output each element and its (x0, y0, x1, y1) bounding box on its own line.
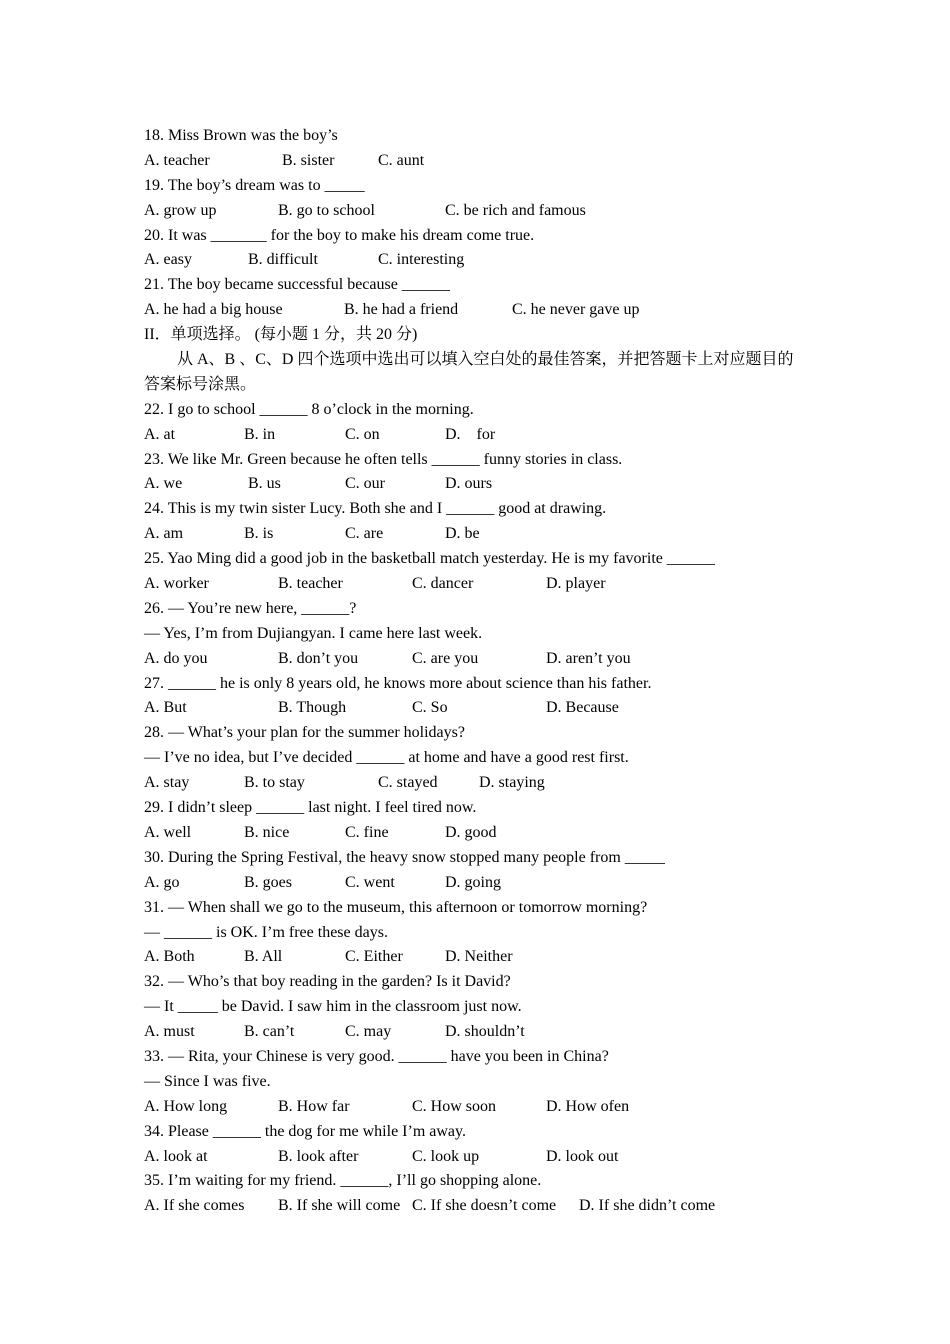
question-text: — I’ve no idea, but I’ve decided ______ at home and have a good rest first. (144, 749, 629, 767)
answer-option: C. Either (345, 948, 403, 966)
answer-options-row (144, 472, 824, 497)
answer-option: D. Because (546, 699, 619, 717)
answer-option: A. go (144, 873, 180, 891)
answer-options-row (144, 1194, 824, 1219)
answer-option: C. If she doesn’t come (412, 1197, 557, 1215)
question-text: 21. The boy became successful because ______ (144, 276, 450, 294)
question-text: 答案标号涂黑。 (144, 375, 257, 393)
answer-option: B. goes (244, 873, 292, 891)
answer-options-row (144, 647, 824, 672)
answer-option: C. dancer (412, 575, 474, 593)
question-text: 29. I didn’t sleep ______ last night. I feel tired now. (144, 799, 477, 817)
answer-option: D. be (445, 525, 480, 543)
answer-option: D. for (445, 425, 496, 443)
question-text: 24. This is my twin sister Lucy. Both she and I ______ good at drawing. (144, 500, 607, 518)
answer-option: B. is (244, 525, 274, 543)
answer-option: C. went (345, 873, 395, 891)
question-text: 19. The boy’s dream was to _____ (144, 176, 365, 194)
answer-option: D. aren’t you (546, 649, 631, 667)
answer-option: C. be rich and famous (445, 201, 586, 219)
question-text: 33. — Rita, your Chinese is very good. ______ have you been in China? (144, 1047, 609, 1065)
answer-option: B. look after (278, 1147, 359, 1165)
answer-options-row (144, 696, 824, 721)
question-text: 34. Please ______ the dog for me while I’m away. (144, 1122, 466, 1140)
answer-options-row (144, 298, 824, 323)
answer-option: A. do you (144, 649, 208, 667)
answer-option: D. If she didn’t come (579, 1197, 716, 1215)
question-text: — ______ is OK. I’m free these days. (144, 923, 388, 941)
answer-option: C. are you (412, 649, 479, 667)
answer-options-row (144, 423, 824, 448)
exam-content (144, 124, 824, 1219)
answer-option: C. he never gave up (512, 301, 640, 319)
answer-option: B. difficult (248, 251, 318, 269)
answer-option: D. look out (546, 1147, 619, 1165)
answer-options-row (144, 1020, 824, 1045)
answer-option: A. we (144, 475, 183, 493)
question-text: 23. We like Mr. Green because he often tells ______ funny stories in class. (144, 450, 623, 468)
answer-options-row (144, 945, 824, 970)
answer-option: D. ours (445, 475, 493, 493)
answer-option: C. aunt (378, 151, 425, 169)
answer-option: C. interesting (378, 251, 465, 269)
answer-option: C. on (345, 425, 380, 443)
question-text: 22. I go to school ______ 8 o’clock in the morning. (144, 400, 474, 418)
answer-option: A. must (144, 1023, 195, 1041)
answer-options-row (144, 1095, 824, 1120)
answer-options-row (144, 522, 824, 547)
section-instructions: 从 A、B 、C、D 四个选项中选出可以填入空白处的最佳答案，并把答题卡上对应题目的 (177, 351, 794, 369)
question-text: 31. — When shall we go to the museum, this afternoon or tomorrow morning? (144, 898, 648, 916)
answer-option: A. at (144, 425, 176, 443)
answer-option: D. Neither (445, 948, 513, 966)
answer-option: B. nice (244, 823, 290, 841)
answer-option: B. don’t you (278, 649, 359, 667)
answer-option: D. shouldn’t (445, 1023, 525, 1041)
answer-option: D. How ofen (546, 1097, 630, 1115)
answer-option: B. Though (278, 699, 347, 717)
answer-options-row (144, 771, 824, 796)
answer-option: A. easy (144, 251, 192, 269)
answer-option: C. So (412, 699, 448, 717)
answer-options-row (144, 1145, 824, 1170)
answer-option: A. grow up (144, 201, 217, 219)
answer-option: B. How far (278, 1097, 350, 1115)
question-text: 26. — You’re new here, ______? (144, 599, 357, 617)
answer-option: C. fine (345, 823, 389, 841)
answer-option: C. stayed (378, 774, 438, 792)
answer-option: A. worker (144, 575, 209, 593)
question-text: 32. — Who’s that boy reading in the garden? Is it David? (144, 973, 511, 991)
answer-options-row (144, 199, 824, 224)
answer-option: D. player (546, 575, 606, 593)
answer-option: B. in (244, 425, 276, 443)
answer-option: A. Both (144, 948, 195, 966)
answer-option: B. can’t (244, 1023, 295, 1041)
answer-option: A. look at (144, 1147, 208, 1165)
answer-option: B. go to school (278, 201, 375, 219)
question-text: 28. — What’s your plan for the summer holidays? (144, 724, 465, 742)
question-text: — It _____ be David. I saw him in the classroom just now. (144, 998, 522, 1016)
question-text: — Yes, I’m from Dujiangyan. I came here last week. (144, 624, 483, 642)
answer-option: B. to stay (244, 774, 305, 792)
answer-option: A. stay (144, 774, 190, 792)
answer-options-row (144, 871, 824, 896)
question-text: — Since I was five. (144, 1072, 271, 1090)
question-text: 20. It was _______ for the boy to make his dream come true. (144, 226, 535, 244)
answer-option: D. staying (479, 774, 545, 792)
section-heading: II．单项选择。 (每小题 1 分，共 20 分) (144, 326, 418, 344)
answer-options-row (144, 149, 824, 174)
answer-option: C. How soon (412, 1097, 497, 1115)
answer-option: A. How long (144, 1097, 228, 1115)
answer-option: B. us (248, 475, 281, 493)
question-text: 27. ______ he is only 8 years old, he knows more about science than his father. (144, 674, 652, 692)
answer-option: C. are (345, 525, 384, 543)
answer-options-row (144, 821, 824, 846)
question-text: 18. Miss Brown was the boy’s (144, 127, 338, 144)
answer-option: A. If she comes (144, 1197, 245, 1215)
answer-options-row (144, 572, 824, 597)
question-text: 35. I’m waiting for my friend. ______, I’ll go shopping alone. (144, 1172, 542, 1190)
answer-option: A. But (144, 699, 187, 717)
answer-option: B. sister (282, 151, 335, 169)
question-text: 30. During the Spring Festival, the heavy snow stopped many people from _____ (144, 848, 665, 866)
answer-option: B. If she will come (278, 1197, 401, 1215)
question-text: 25. Yao Ming did a good job in the basketball match yesterday. He is my favorite ______ (144, 550, 715, 568)
answer-option: D. good (445, 823, 497, 841)
answer-option: C. our (345, 475, 385, 493)
answer-option: A. am (144, 525, 184, 543)
answer-options-row (144, 248, 824, 273)
answer-option: A. he had a big house (144, 301, 283, 319)
answer-option: C. may (345, 1023, 392, 1041)
answer-option: D. going (445, 873, 501, 891)
answer-option: C. look up (412, 1147, 480, 1165)
answer-option: B. All (244, 948, 283, 966)
answer-option: A. well (144, 823, 192, 841)
answer-option: B. he had a friend (344, 301, 459, 319)
answer-option: A. teacher (144, 151, 210, 169)
answer-option: B. teacher (278, 575, 343, 593)
